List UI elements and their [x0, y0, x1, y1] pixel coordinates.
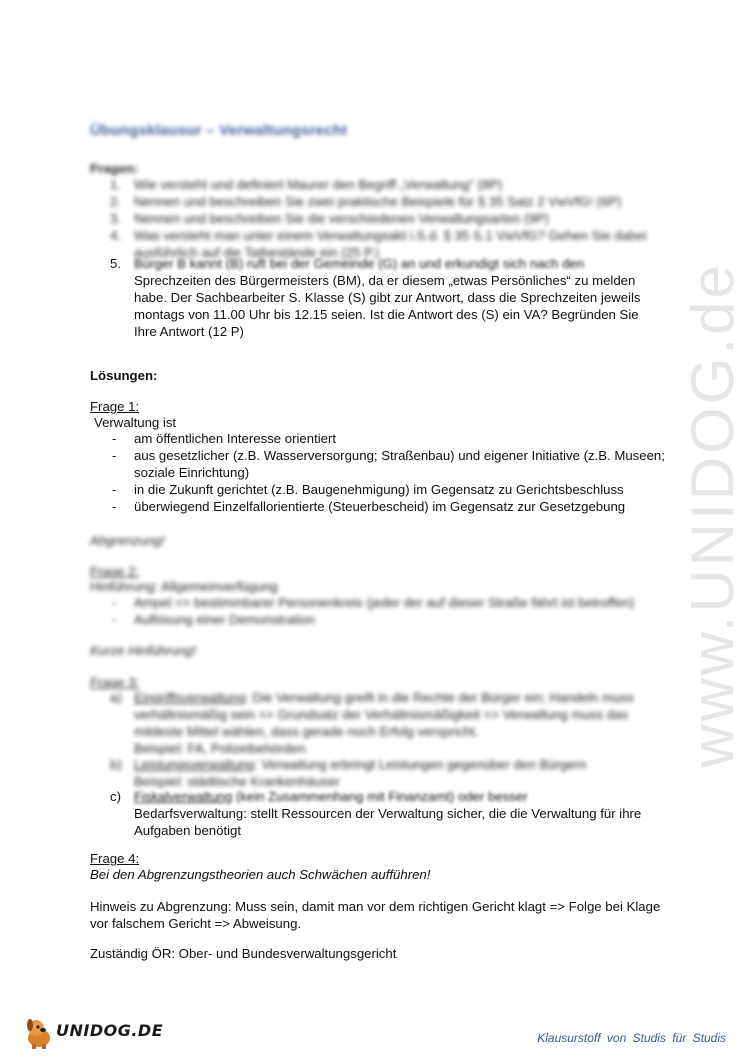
answer-1-list [110, 430, 670, 515]
question-5 [110, 255, 655, 340]
question-number: 5. [110, 256, 121, 271]
questions-heading: Fragen: [90, 161, 139, 176]
unidog-logo[interactable] [22, 1016, 182, 1050]
watermark-text: www.UNIDOG.de [679, 262, 746, 768]
logo-text: UNIDOG.DE [56, 1021, 164, 1040]
answer-3-label: Frage 3: [90, 675, 140, 690]
questions-list [110, 176, 650, 261]
question-text: Nennen und beschreiben Sie zwei praktische Beispiele für § 35 Satz 2 VwVfG! (6P) [134, 194, 622, 209]
answer-2-subheading: Hinführung: Allgemeinverfügung [90, 579, 278, 594]
answer-1-intro: Verwaltung ist [94, 415, 177, 430]
list-item: - Ampel => bestimmbarer Personenkreis (jeder der auf dieser Straße fährt ist betroffen) [110, 594, 670, 611]
question-5-first-line: Bürger B kannt (B) ruft bei der Gemeinde (G) an und erkundigt sich nach den [134, 256, 585, 271]
hinfuehrung-note: Kurze Hinführung! [90, 643, 197, 658]
question-item: 3. Nennen und beschreiben Sie die verschiedenen Verwaltungsarten (9P) [110, 211, 549, 226]
question-item: 2. Nennen und beschreiben Sie zwei praktische Beispiele für § 35 Satz 2 VwVfG! (6P) [110, 194, 622, 209]
abgrenzung-note: Abgrenzung! [90, 533, 165, 548]
term: Fiskalverwaltung [134, 789, 233, 804]
answer-1-label: Frage 1: [90, 399, 140, 414]
term: Eingriffsverwaltung [134, 690, 246, 705]
zustaendig-paragraph: Zuständig ÖR: Ober- und Bundesverwaltungsgericht [90, 946, 397, 961]
solutions-heading: Lösungen: [90, 368, 158, 383]
answer-3-c-text: Bedarfsverwaltung: stellt Ressourcen der Verwaltung sicher, die die Verwaltung für ihre Aufgaben benötigt [134, 806, 642, 838]
question-item: 4. Was versteht man unter einem Verwaltungsakt i.S.d. § 35 S.1 VwVfG? Gehen Sie dabei ausführlich auf die Tatbestände ein (25 P.) [110, 228, 647, 260]
footer-tagline: Klausurstoff von Studis für Studis [537, 1031, 726, 1045]
example: Beispiel: städtische Krankenhäuser [134, 774, 340, 789]
answer-3-item-a: a) Eingriffsverwaltung: Die Verwaltung greift in die Rechte der Bürger ein; Handeln muss verhältnismäßig sein => Grundsatz der Verhältnismäßigkeit => Verwaltung muss das mildeste Mittel wählen, dass gerade noch Erfolg verspricht. Beispiel: FA, Polizeibehörden [110, 689, 670, 757]
question-item: 1. Wie versteht und definiert Maurer den Begriff „Verwaltung“ (8P) [110, 177, 503, 192]
term: Leistungsverwaltung [134, 757, 255, 772]
list-item: - aus gesetzlicher (z.B. Wasserversorgung; Straßenbau) und eigener Initiative (z.B. Museen; soziale Einrichtung) [110, 447, 670, 481]
document-title: Übungsklausur – Verwaltungsrecht [90, 122, 348, 139]
question-text: Was versteht man unter einem Verwaltungsakt i.S.d. § 35 S.1 VwVfG? Gehen Sie dabei ausführlich auf die Tatbestände ein (25 P.) [134, 228, 647, 260]
list-item: - überwiegend Einzelfallorientierte (Steuerbescheid) im Gegensatz zur Gesetzgebung [110, 498, 670, 515]
answer-3-item-b: b) Leistungsverwaltung: Verwaltung erbringt Leistungen gegenüber den Bürgern Beispiel: städtische Krankenhäuser [110, 756, 670, 790]
answer-2-label: Frage 2: [90, 564, 140, 579]
answer-4-note: Bei den Abgrenzungstheorien auch Schwächen aufführen! [90, 867, 431, 882]
hinweis-paragraph: Hinweis zu Abgrenzung: Muss sein, damit man vor dem richtigen Gericht klagt => Folge bei Klage vor falschem Gericht => Abweisung. [90, 899, 661, 931]
answer-4-label: Frage 4: [90, 851, 140, 866]
list-item: - in die Zukunft gerichtet (z.B. Baugenehmigung) im Gegensatz zu Gerichtsbeschluss [110, 481, 670, 498]
list-item: - am öffentlichen Interesse orientiert [110, 430, 670, 447]
answer-2-list [110, 594, 670, 628]
question-text: Nennen und beschreiben Sie die verschiedenen Verwaltungsarten (9P) [134, 211, 549, 226]
question-5-text: Sprechzeiten des Bürgermeisters (BM), da er diesem „etwas Persönliches“ zu melden habe. Der Sachbearbeiter S. Klasse (S) gibt zur Antwort, dass die Sprechzeiten jeweils montags von 11.00 Uhr bis 12.15 seien. Ist die Antwort des (S) ein VA? Begründen Sie Ihre Antwort (12 P) [134, 273, 641, 339]
example: Beispiel: FA, Polizeibehörden [134, 741, 306, 756]
list-item: - Auflösung einer Demonstration [110, 611, 670, 628]
question-text: Wie versteht und definiert Maurer den Begriff „Verwaltung“ (8P) [134, 177, 503, 192]
answer-3-item-c: c) Fiskalverwaltung (kein Zusammenhang mit Finanzamt) oder besser Bedarfsverwaltung: stellt Ressourcen der Verwaltung sicher, die die Verwaltung für ihre Aufgaben benötigt [110, 788, 670, 839]
dog-icon [22, 1016, 56, 1050]
